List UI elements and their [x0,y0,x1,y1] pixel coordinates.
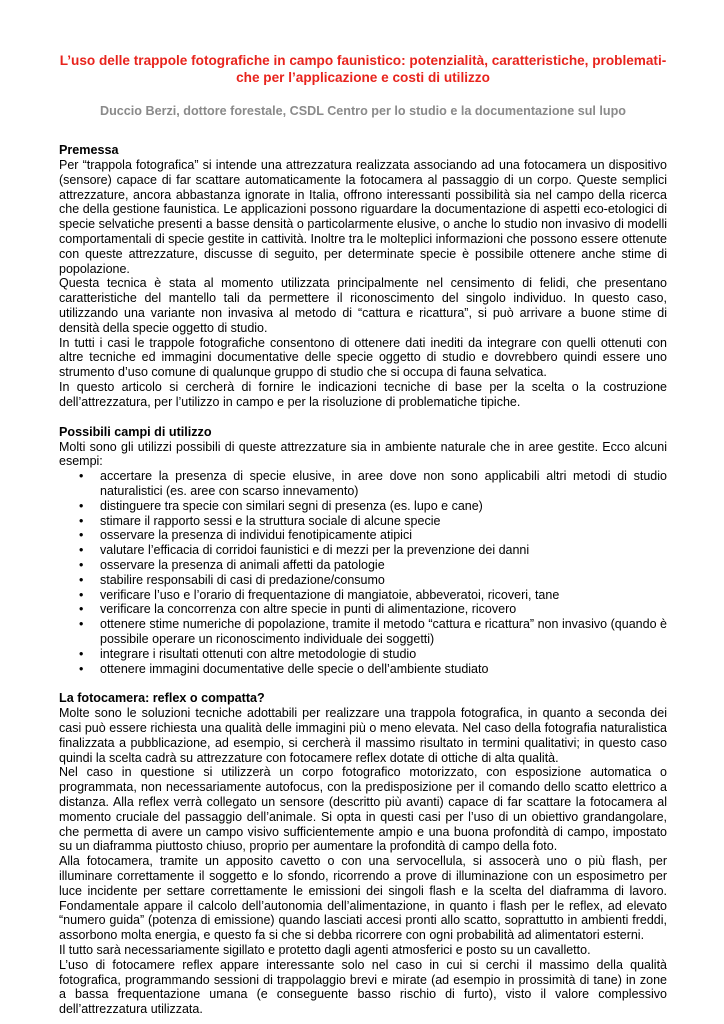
list-item [59,528,667,543]
document-title: L’uso delle trappole fotografiche in campo faunistico: potenzialità, caratteristiche, problemati-che per l’applicazione e costi di utilizzo [59,53,667,85]
list-item [59,617,667,647]
bullet-icon: • [79,646,84,661]
list-item [59,602,667,617]
bullet-icon: • [79,661,84,676]
list-item-text: distinguere tra specie con similari segni di presenza (es. lupo e cane) [100,498,483,513]
list-item-text: osservare la presenza di animali affetti da patologie [100,557,385,572]
section-premessa [59,143,667,410]
list-item [59,469,667,499]
author-line: Duccio Berzi, dottore forestale, CSDL Centro per lo studio e la documentazione sul lupo [100,104,626,118]
bullet-list [59,469,667,676]
list-item-text: integrare i risultati ottenuti con altre metodologie di studio [100,646,417,661]
bullet-icon: • [79,528,84,543]
paragraph: Per “trappola fotografica” si intende una attrezzatura realizzata associando ad una fotocamera un dispositivo (sensore) capace di far scattare automaticamente la fotocamera al passaggio di un corpo. Queste semplici attrezzature, ancora abbastanza ignorate in Italia, offrono interessanti possibilità sia nel campo della ricerca che della gestione faunistica. Le applicazioni possono riguardare la documentazione di aspetti eco-etologici di specie selvatiche presenti a basse densità o particolarmente elusive, o anche lo studio non invasivo di modelli comportamentali di specie gestite in cattività. Inoltre tra le molteplici informazioni che possono essere ottenute con queste attrezzature, discusse di seguito, per determinate specie è possibile ottenere anche stime di popolazione. [59,158,667,276]
paragraph: In questo articolo si cercherà di fornire le indicazioni tecniche di base per la scelta o la costruzione dell’attrezzatura, per l’utilizzo in campo e per la risoluzione di problematiche tipiche. [59,379,667,409]
list-item-text: valutare l’efficacia di corridoi faunistici e di mezzi per la prevenzione dei danni [100,543,530,558]
paragraph: Molti sono gli utilizzi possibili di queste attrezzature sia in ambiente naturale che in aree gestite. Ecco alcuni esempi: [59,439,667,469]
bullet-icon: • [79,543,84,558]
paragraph: Alla fotocamera, tramite un apposito cavetto o con una servocellula, si assocerà uno o più flash, per illuminare correttamente il soggetto e lo sfondo, ricorrendo a prove di illuminazione con un esposimetro per luce incidente per settare correttamente le emissioni dei singoli flash e la scelta del diaframma di lavoro. Fondamentale appare il calcolo dell’autonomia dell’alimentazione, in quanto i flash per le reflex, ad elevato “numero guida” (potenza di emissione) quando lasciati accesi pronti allo scatto, soprattutto in ambienti freddi, assorbono molta energia, e questo fa si che si debba ricorrere con ogni probabilità ad alimentatori esterni. [59,854,667,943]
list-item-text: osservare la presenza di individui fenotipicamente atipici [100,528,412,543]
list-item-text: verificare l’uso e l’orario di frequentazione di mangiatoie, abbeveratoi, ricoveri, tane [100,587,560,602]
list-item [59,558,667,573]
bullet-icon: • [79,587,84,602]
list-item [59,543,667,558]
bullet-icon: • [79,617,84,632]
bullet-icon: • [79,572,84,587]
list-item [59,647,667,662]
bullet-icon: • [79,498,84,513]
paragraph: In tutti i casi le trappole fotografiche consentono di ottenere dati inediti da integrare con quelli ottenuti con altre tecniche ed immagini documentative delle specie oggetto di studio e dovrebbero quindi essere uno strumento d’uso comune di qualunque gruppo di studio che si occupa di fauna selvatica. [59,335,667,380]
paragraph: Nel caso in questione si utilizzerà un corpo fotografico motorizzato, con esposizione automatica o programmata, non necessariamente autofocus, con la predisposizione per il comando dello scatto elettrico a distanza. Alla reflex verrà collegato un sensore (descritto più avanti) capace di far scattare la fotocamera al momento cruciale del passaggio dell’animale. Si opta in questi casi per l’uso di un obiettivo grandangolare, che permetta di avere un campo visivo sufficientemente ampio e una buona profondità di campo, impostato su un diaframma piuttosto chiuso, proprio per aumentare la profondità di campo della foto. [59,765,667,854]
bullet-icon: • [79,602,84,617]
section-heading: Premessa [59,143,119,157]
section-fotocamera [59,691,667,1017]
document-page [59,52,667,1017]
list-item [59,662,667,677]
section-heading: Possibili campi di utilizzo [59,424,212,439]
bullet-icon: • [79,469,84,484]
section-heading: La fotocamera: reflex o compatta? [59,691,265,706]
paragraph: Molte sono le soluzioni tecniche adottabili per realizzare una trappola fotografica, in quanto a seconda dei casi può essere richiesta una qualità delle immagini più o meno elevata. Nel caso della fotografia naturalistica finalizzata a pubblicazione, ad esempio, si cercherà il massimo risultato in termini qualitativi; in questo caso quindi la scelta cadrà su attrezzature con fotocamere reflex dotate di ottiche di alta qualità. [59,706,667,765]
paragraph: Il tutto sarà necessariamente sigillato e protetto dagli agenti atmosferici e posto su un cavalletto. [59,943,591,958]
list-item-text: stabilire responsabili di casi di predazione/consumo [100,572,385,587]
list-item-text: ottenere immagini documentative delle specie o dell’ambiente studiato [100,661,489,676]
list-item [59,573,667,588]
list-item [59,588,667,603]
paragraph: L’uso di fotocamere reflex appare interessante solo nel caso in cui si cerchi il massimo della qualità fotografica, programmando sessioni di trappolaggio brevi e mirate (ad esempio in prossimità di tane) in zone a bassa frequentazione umana (e conseguente basso rischio di furto), visto il valore complessivo dell’attrezzatura utilizzata. [59,957,667,1017]
list-item [59,499,667,514]
list-item-text: verificare la concorrenza con altre specie in punti di alimentazione, ricovero [100,602,517,617]
list-item-text: stimare il rapporto sessi e la struttura sociale di alcune specie [100,513,441,528]
bullet-icon: • [79,513,84,528]
bullet-icon: • [79,557,84,572]
paragraph: Questa tecnica è stata al momento utilizzata principalmente nel censimento di felidi, che presentano caratteristiche del mantello tali da permettere il riconoscimento del singolo individuo. In questo caso, utilizzando una variante non invasiva al metodo di “cattura e ricattura”, si può arrivare a buone stime di densità della specie oggetto di studio. [59,276,667,335]
list-item-text: ottenere stime numeriche di popolazione, tramite il metodo “cattura e ricattura” non invasivo (quando è possibile operare un riconoscimento individuale dei soggetti) [100,617,667,646]
list-item [59,514,667,529]
section-campi-di-utilizzo [59,425,667,677]
list-item-text: accertare la presenza di specie elusive, in aree dove non sono applicabili altri metodi di studio naturalistici (es. aree con scarso innevamento) [100,469,667,498]
